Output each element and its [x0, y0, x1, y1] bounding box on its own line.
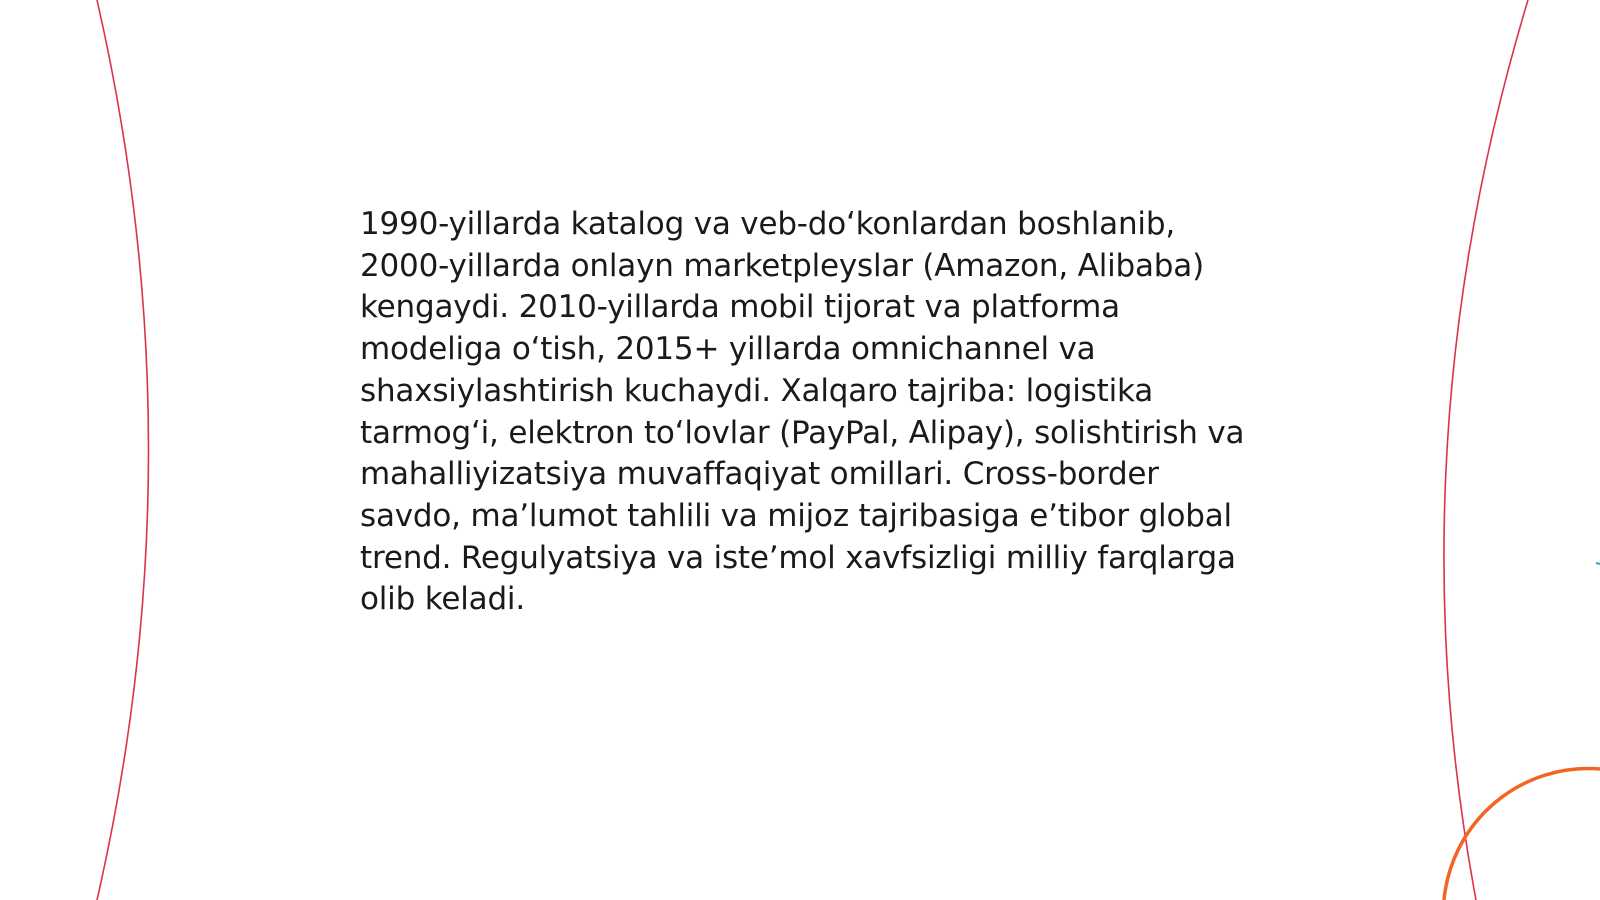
accent-circle-arc [1444, 769, 1600, 900]
right-curve-line [1444, 0, 1528, 900]
left-curve-line [97, 0, 149, 900]
slide-body-text: 1990-yillarda katalog va veb-do‘konlardan boshlanib, 2000-yillarda onlayn marketpleyslar (Amazon, Alibaba) kengaydi. 2010-yillarda mobil tijorat va platforma modeliga o‘tish, 2015+ yillarda omnichannel va shaxsiylashtirish kuchaydi. Xalqaro tajriba: logistika tarmog‘i, elektron to‘lovlar (PayPal, Alipay), solishtirish va mahalliyizatsiya muvaffaqiyat omillari. Cross-border savdo, ma’lumot tahlili va mijoz tajribasiga e’tibor global trend. Regulyatsiya va iste’mol xavfsizligi milliy farqlarga olib keladi. [360, 206, 1245, 618]
teal-accent-mark [1596, 563, 1600, 564]
